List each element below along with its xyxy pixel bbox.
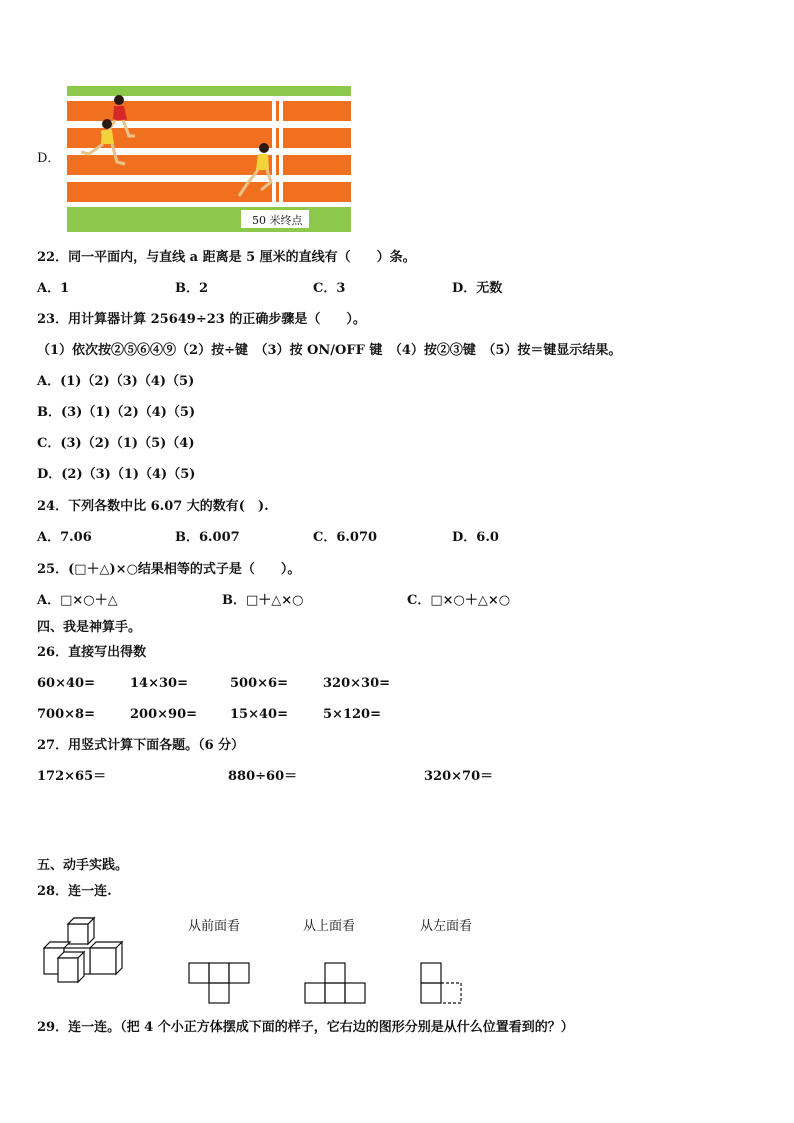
track-finish-sign: 50 米终点	[252, 214, 303, 227]
q24-stem: 24．下列各数中比 6.07 大的数有( ).	[37, 499, 269, 514]
q26-item: 60×40=	[37, 676, 95, 691]
q23-steps: （1）依次按②⑤⑥④⑨（2）按÷键 （3）按 ON/OFF 键 （4）按②③键 （5）按＝键显示结果。	[37, 343, 622, 358]
q27-stem: 27．用竖式计算下面各题。（6 分）	[37, 738, 245, 753]
q25-option-b: B．□＋△×○	[222, 593, 304, 608]
q28-top-view-shape	[304, 962, 368, 1004]
q25-stem: 25．(□＋△)×○结果相等的式子是（ ）。	[37, 562, 301, 577]
q22-stem: 22．同一平面内，与直线 a 距离是 5 厘米的直线有（ ）条。	[37, 250, 416, 265]
q25-option-a: A．□×○＋△	[37, 593, 118, 608]
q24-option-d: D．6.0	[452, 530, 499, 545]
section-5-title: 五、动手实践。	[37, 858, 129, 873]
q22-option-a: A．1	[37, 281, 70, 296]
q28-view-label-front: 从前面看	[188, 919, 241, 934]
q21-option-d-label: D．	[37, 151, 61, 166]
q29-stem: 29．连一连。（把 4 个小正方体摆成下面的样子，它右边的图形分别是从什么位置看到的？）	[37, 1020, 574, 1035]
q22-option-d: D．无数	[452, 281, 503, 296]
q23-option-c: C．(3)（2)（1)（5)（4)	[37, 436, 195, 451]
q22-option-c: C．3	[313, 281, 346, 296]
q26-item: 700×8=	[37, 707, 95, 722]
q26-stem: 26．直接写出得数	[37, 645, 147, 660]
q28-view-label-left: 从左面看	[420, 919, 473, 934]
q23-option-a: A．(1)（2)（3)（4)（5)	[37, 374, 195, 389]
q22-option-b: B．2	[175, 281, 209, 296]
q28-front-view-shape	[188, 962, 252, 1004]
cube-arrangement-figure	[44, 918, 136, 984]
q26-item: 200×90=	[130, 707, 198, 722]
q27-item: 320×70＝	[424, 769, 494, 784]
section-4-title: 四、我是神算手。	[37, 620, 142, 635]
q24-option-a: A．7.06	[37, 530, 92, 545]
q24-option-b: B．6.007	[175, 530, 240, 545]
q23-stem: 23．用计算器计算 25649÷23 的正确步骤是（ ）。	[37, 312, 366, 327]
q28-view-label-top: 从上面看	[303, 919, 356, 934]
q24-option-c: C．6.070	[313, 530, 378, 545]
q26-item: 5×120=	[323, 707, 381, 722]
q27-item: 172×65＝	[37, 769, 107, 784]
q27-item: 880÷60＝	[228, 769, 298, 784]
q28-left-view-shape	[420, 962, 464, 1004]
running-track-image	[67, 86, 351, 232]
q23-option-d: D．(2)（3)（1)（4)（5)	[37, 467, 196, 482]
q26-item: 15×40=	[230, 707, 288, 722]
q28-stem: 28．连一连.	[37, 884, 112, 899]
q25-option-c: C．□×○＋△×○	[407, 593, 511, 608]
q23-option-b: B．(3)（1)（2)（4)（5)	[37, 405, 196, 420]
q26-item: 500×6=	[230, 676, 288, 691]
q26-item: 14×30=	[130, 676, 188, 691]
q26-item: 320×30=	[323, 676, 391, 691]
